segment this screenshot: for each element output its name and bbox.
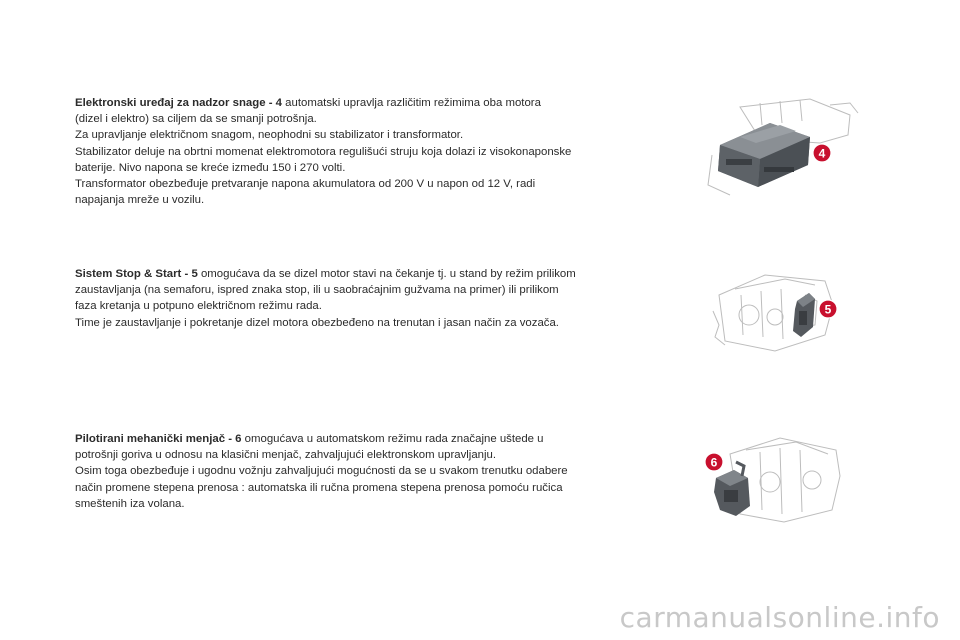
text-line: potrošnji goriva u odnosu na klasični menjač, zahvaljujući elektronskom upravljanju. — [75, 449, 497, 462]
callout-4 — [813, 144, 831, 162]
text-line: napajanja mreže u vozilu. — [75, 194, 205, 207]
text-line: Time je zaustavljanje i pokretanje dizel motora obezbeđeno na trenutan i jasan način za vozača. — [75, 316, 559, 329]
heading-stop-start: Sistem Stop & Start - 5 — [75, 268, 198, 280]
paragraph-1 — [75, 95, 635, 111]
text-line: omogućava u automatskom režimu rada značajne uštede u — [241, 433, 544, 445]
text-line: zaustavljanja (na semaforu, ispred znaka stop, ili u saobraćajnim gužvama na primer) ili prilikom — [75, 284, 559, 297]
heading-gearbox: Pilotirani mehanički menjač - 6 — [75, 433, 242, 445]
text-line: Osim toga obezbeđuje i ugodnu vožnju zahvaljujući mogućnosti da se u svakom trenutku odabere — [75, 465, 568, 478]
callout-5-label: 5 — [824, 302, 832, 317]
text-line: način promene stepena prenosa : automatska ili ručna promena stepena prenosa pomoću ručica — [75, 481, 563, 494]
callout-5 — [819, 300, 837, 318]
starter-generator-component — [793, 293, 815, 337]
callout-4-label: 4 — [818, 146, 826, 161]
section-stop-start — [75, 266, 635, 331]
text-line: faza kretanja u potpuno električnom režimu rada. — [75, 300, 322, 313]
gearbox-illustration — [700, 432, 850, 527]
text-line: Za upravljanje električnom snagom, neophodni su stabilizator i transformator. — [75, 129, 464, 142]
text-line: automatski upravlja različitim režimima oba motora — [282, 97, 541, 109]
callout-6 — [705, 453, 723, 471]
section-power-control-unit — [75, 95, 635, 208]
text-line: (dizel i elektro) sa ciljem da se smanji potrošnja. — [75, 113, 317, 126]
engine-stop-start-illustration — [705, 265, 855, 355]
gearbox-component — [714, 462, 750, 516]
paragraph-2 — [75, 266, 635, 282]
section-gearbox — [75, 431, 635, 512]
heading-power-control-unit: Elektronski uređaj za nadzor snage - 4 — [75, 97, 282, 109]
power-control-unit-illustration — [700, 95, 860, 205]
text-line: Stabilizator deluje na obrtni momenat elektromotora regulišući struju koja dolazi iz visokonaponske — [75, 145, 572, 158]
text-line: smeštenih iza volana. — [75, 497, 185, 510]
paragraph-3 — [75, 431, 635, 447]
callout-6-label: 6 — [710, 455, 718, 470]
text-line: omogućava da se dizel motor stavi na čekanje tj. u stand by režim prilikom — [197, 268, 576, 280]
text-line: baterije. Nivo napona se kreće između 150 i 270 volti. — [75, 161, 346, 174]
watermark: carmanualsonline.info — [619, 601, 940, 634]
control-unit-box — [718, 123, 810, 187]
text-line: Transformator obezbeđuje pretvaranje napona akumulatora od 200 V u napon od 12 V, radi — [75, 178, 536, 191]
